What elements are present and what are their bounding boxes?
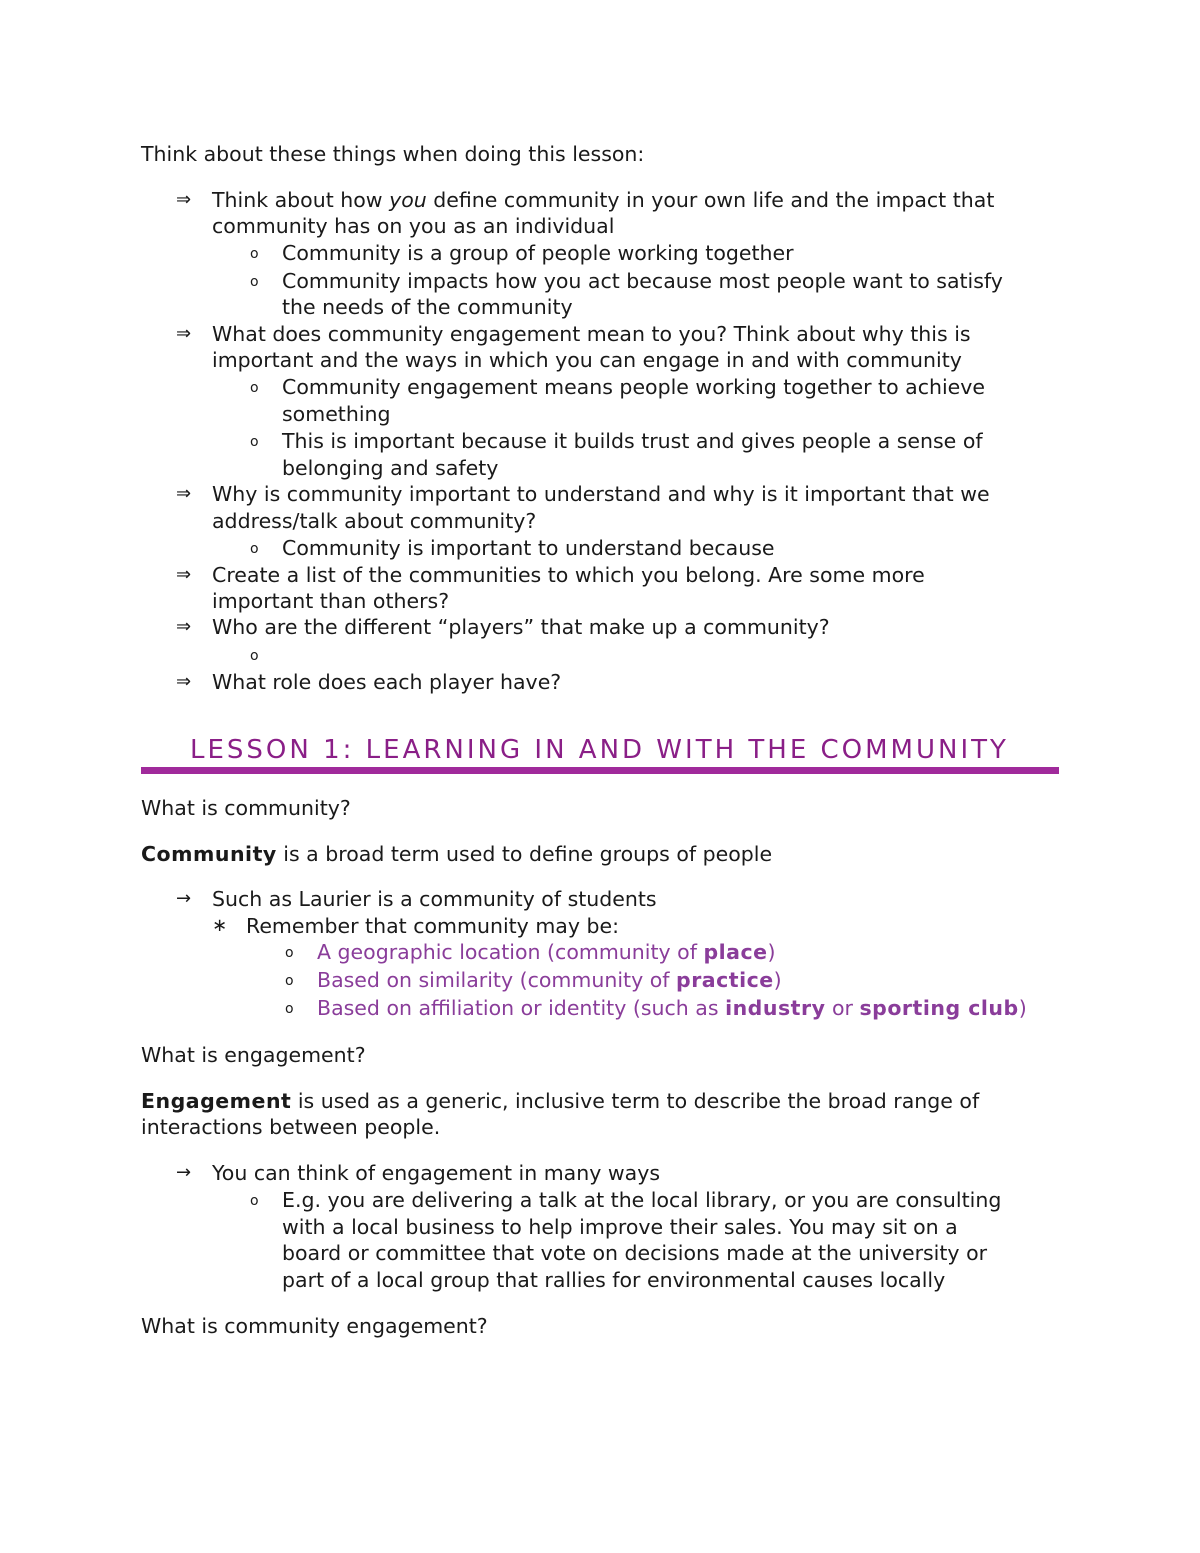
example-line-3: board or committee that vote on decisions made at the university or — [282, 1241, 988, 1265]
circle-bullet-icon: o — [250, 1193, 259, 1209]
what-is-community: What is community? — [141, 796, 351, 820]
circle-bullet-icon: o — [250, 434, 259, 450]
asterisk-icon: ∗ — [212, 915, 228, 936]
question-3: Why is community important to understand and why is it important that we — [212, 482, 990, 506]
double-arrow-icon: ⇒ — [176, 483, 192, 504]
question-1-cont: community has on you as an individual — [212, 214, 615, 238]
many-ways-text: You can think of engagement in many ways — [212, 1161, 661, 1185]
answer-2a: Community engagement means people working together to achieve — [282, 375, 986, 399]
double-arrow-icon: ⇒ — [176, 671, 192, 692]
question-2: What does community engagement mean to you? Think about why this is — [212, 322, 971, 346]
example-line-1: E.g. you are delivering a talk at the local library, or you are consulting — [282, 1188, 1002, 1212]
question-2-cont: important and the ways in which you can engage in and with community — [212, 348, 962, 372]
circle-bullet-icon: o — [285, 1001, 294, 1017]
question-6: What role does each player have? — [212, 670, 562, 694]
community-type-affiliation: Based on affiliation or identity (such as industry or sporting club) — [317, 996, 1027, 1020]
lesson-heading: LESSON 1: LEARNING IN AND WITH THE COMMUNITY — [190, 735, 1009, 765]
right-arrow-icon: → — [176, 1162, 192, 1183]
double-arrow-icon: ⇒ — [176, 616, 192, 637]
answer-1b-cont: the needs of the community — [282, 295, 573, 319]
engagement-definition: Engagement is used as a generic, inclusive term to describe the broad range of — [141, 1089, 980, 1113]
question-5: Who are the different “players” that make up a community? — [212, 615, 830, 639]
question-4: Create a list of the communities to which you belong. Are some more — [212, 563, 925, 587]
answer-3a: Community is important to understand because — [282, 536, 775, 560]
answer-1b: Community impacts how you act because most people want to satisfy — [282, 269, 1003, 293]
circle-bullet-icon: o — [250, 274, 259, 290]
question-3-cont: address/talk about community? — [212, 509, 537, 533]
question-4-cont: important than others? — [212, 589, 450, 613]
what-is-engagement: What is engagement? — [141, 1043, 366, 1067]
answer-1a: Community is a group of people working together — [282, 241, 794, 265]
community-type-place: A geographic location (community of place) — [317, 940, 776, 964]
community-type-practice: Based on similarity (community of practice) — [317, 968, 782, 992]
example-line-2: with a local business to help improve their sales. You may sit on a — [282, 1215, 958, 1239]
community-definition: Community is a broad term used to define groups of people — [141, 842, 773, 866]
laurier-example: Such as Laurier is a community of students — [212, 887, 657, 911]
double-arrow-icon: ⇒ — [176, 189, 192, 210]
right-arrow-icon: → — [176, 888, 192, 909]
heading-divider — [141, 767, 1059, 774]
circle-bullet-icon: o — [250, 541, 259, 557]
answer-2a-cont: something — [282, 402, 391, 426]
circle-bullet-icon: o — [250, 380, 259, 396]
remember-text: Remember that community may be: — [246, 914, 620, 938]
answer-2b-cont: belonging and safety — [282, 456, 499, 480]
circle-bullet-icon: o — [285, 945, 294, 961]
double-arrow-icon: ⇒ — [176, 323, 192, 344]
what-is-community-engagement: What is community engagement? — [141, 1314, 488, 1338]
answer-2b: This is important because it builds trust and gives people a sense of — [282, 429, 983, 453]
engagement-definition-cont: interactions between people. — [141, 1115, 441, 1139]
example-line-4: part of a local group that rallies for environmental causes locally — [282, 1268, 946, 1292]
circle-bullet-icon: o — [250, 648, 259, 664]
circle-bullet-icon: o — [250, 246, 259, 262]
circle-bullet-icon: o — [285, 973, 294, 989]
double-arrow-icon: ⇒ — [176, 564, 192, 585]
intro-text: Think about these things when doing this lesson: — [141, 142, 645, 166]
question-1: Think about how you define community in your own life and the impact that — [212, 188, 995, 212]
